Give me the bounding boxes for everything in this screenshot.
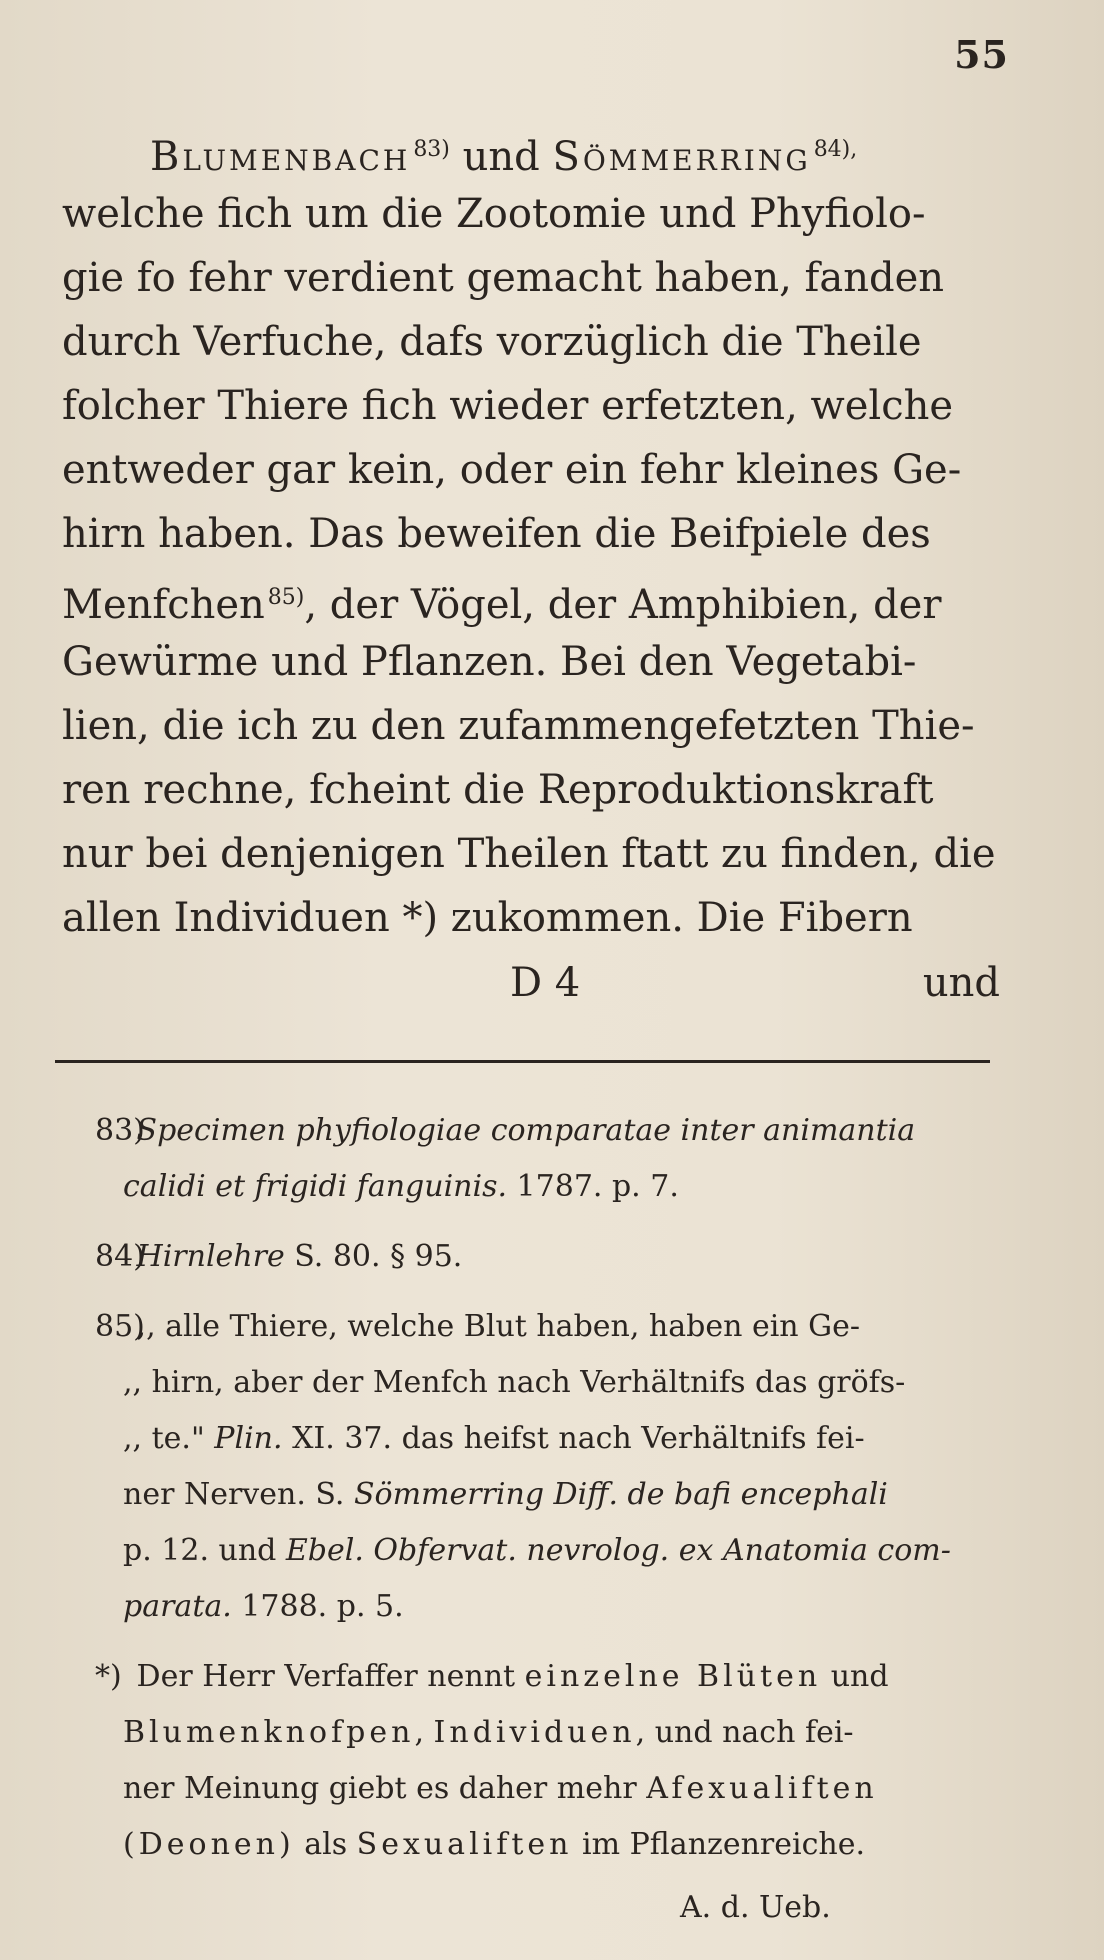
text-line-3: gie fo fehr verdient gemacht haben, fanden bbox=[62, 255, 945, 301]
text-line-9: Gewürme und Pflanzen. Bei den Vegetabi- bbox=[62, 639, 917, 685]
translator-signoff: A. d. Ueb. bbox=[680, 1890, 831, 1925]
footnote-text: , bbox=[414, 1715, 434, 1750]
footnote-label: 85) bbox=[95, 1309, 145, 1344]
text-line-5: folcher Thiere fich wieder erfetzten, welche bbox=[62, 383, 954, 429]
footnote-text: Blumenknofpen bbox=[123, 1715, 415, 1750]
footnote-text: ,, hirn, aber der Menfch nach Verhältnifs das gröfs- bbox=[123, 1365, 906, 1400]
footnote-ref-83: 83) bbox=[413, 137, 450, 162]
line-8-rest: , der Vögel, der Amphibien, der bbox=[304, 582, 942, 628]
footnote-83 bbox=[95, 1103, 995, 1215]
footnote-star bbox=[95, 1649, 995, 1873]
footnote-text: p. 12. und bbox=[123, 1533, 286, 1568]
author-blumenbach: Blumenbach bbox=[150, 134, 411, 180]
footnote-label: 84) bbox=[95, 1239, 145, 1274]
footnote-divider bbox=[55, 1060, 990, 1063]
text-line-6: entweder gar kein, oder ein fehr kleines Ge- bbox=[62, 447, 962, 493]
footnote-title: Hirnlehre bbox=[136, 1239, 285, 1274]
footnote-85 bbox=[95, 1299, 995, 1635]
footnote-text: XI. 37. das heifst nach Verhältnifs fei- bbox=[282, 1421, 865, 1456]
footnote-text: und bbox=[821, 1659, 889, 1694]
footnote-text: Afexualiften bbox=[646, 1771, 878, 1806]
footnote-text: 1788. p. 5. bbox=[231, 1589, 404, 1624]
main-text-block bbox=[62, 118, 1002, 950]
text-line-11: ren rechne, fcheint die Reproduktionskraft bbox=[62, 767, 934, 813]
text-line-13: allen Individuen *) zukommen. Die Fibern bbox=[62, 895, 913, 941]
footnote-text: 1787. p. 7. bbox=[507, 1169, 679, 1204]
footnote-text: Plin. bbox=[214, 1421, 283, 1456]
footnote-ref-84: 84), bbox=[813, 137, 858, 162]
footnote-text: ner Nerven. S. bbox=[123, 1477, 354, 1512]
footnotes-block bbox=[95, 1103, 995, 1887]
footnote-text: parata. bbox=[123, 1589, 232, 1624]
footnote-text: S. 80. § 95. bbox=[284, 1239, 463, 1274]
footnote-text: Specimen phyfiologiae comparatae inter animantia bbox=[136, 1113, 916, 1148]
conjunction: und bbox=[449, 134, 553, 180]
footnote-84 bbox=[95, 1229, 995, 1285]
page-number: 55 bbox=[954, 32, 1009, 77]
footnote-text: im Pflanzenreiche. bbox=[572, 1827, 865, 1862]
footnote-text: ,, te." bbox=[123, 1421, 215, 1456]
text-line-2: welche fich um die Zootomie und Phyfiolo- bbox=[62, 191, 926, 237]
footnote-text: ,, alle Thiere, welche Blut haben, haben ein Ge- bbox=[136, 1309, 861, 1344]
text-line-7: hirn haben. Das beweifen die Beifpiele des bbox=[62, 511, 931, 557]
word-menschen: Menfchen bbox=[62, 582, 265, 628]
text-line-4: durch Verfuche, dafs vorzüglich die Theile bbox=[62, 319, 922, 365]
footnote-ref-85: 85) bbox=[267, 585, 305, 610]
footnote-label: 83) bbox=[95, 1113, 145, 1148]
footnote-text: Sömmerring Diff. de bafi encephali bbox=[353, 1477, 888, 1512]
signature-mark: D 4 bbox=[510, 960, 581, 1006]
footnote-text: einzelne Blüten bbox=[524, 1659, 822, 1694]
footnote-text: calidi et frigidi fanguinis. bbox=[123, 1169, 508, 1204]
text-line-8 bbox=[62, 566, 1002, 630]
text-line-12: nur bei denjenigen Theilen ftatt zu finden, die bbox=[62, 831, 996, 877]
footnote-text: ner Meinung giebt es daher mehr bbox=[123, 1771, 647, 1806]
footnote-text: Ebel. Obfervat. nevrolog. ex Anatomia com- bbox=[285, 1533, 951, 1568]
footnote-text: Der Herr Verfaffer nennt bbox=[136, 1659, 525, 1694]
text-line-10: lien, die ich zu den zufammengefetzten Thie- bbox=[62, 703, 975, 749]
author-soemmerring: Sömmerring bbox=[552, 134, 811, 180]
footnote-label: *) bbox=[95, 1659, 122, 1694]
footnote-text: als bbox=[294, 1827, 357, 1862]
footnote-text: Individuen bbox=[433, 1715, 636, 1750]
footnote-text: , und nach fei- bbox=[635, 1715, 854, 1750]
footnote-text: (Deonen) bbox=[123, 1827, 295, 1862]
catchword: und bbox=[922, 960, 1000, 1006]
footnote-text: Sexualiften bbox=[356, 1827, 573, 1862]
text-line-1 bbox=[62, 118, 1002, 182]
